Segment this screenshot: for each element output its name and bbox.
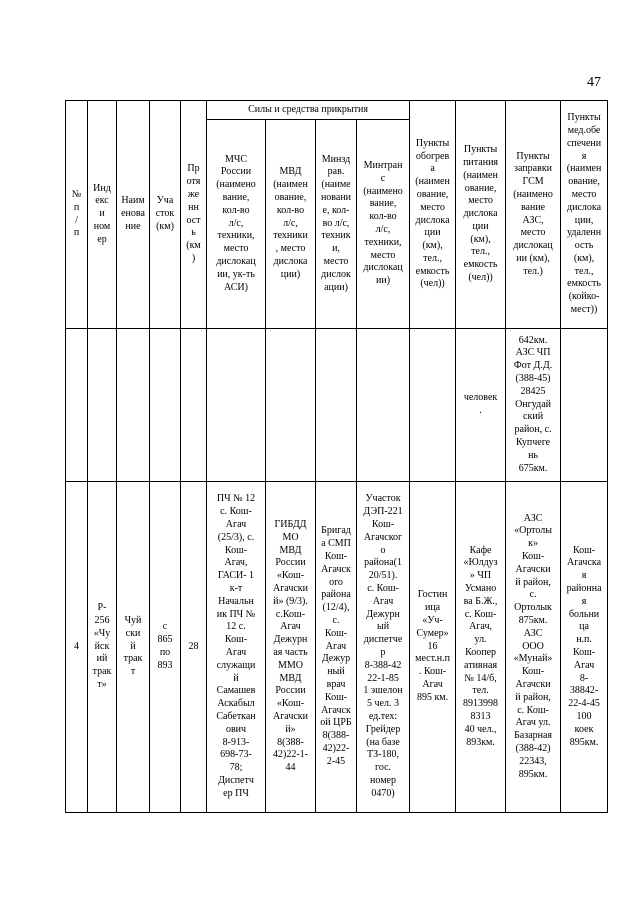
cell-index: Р- 256 «Чу йск ий трак т» [88,482,117,813]
cont-cell-mchs [207,329,266,482]
cont-cell-mvd [266,329,316,482]
cont-cell-medical [561,329,608,482]
header-minzdrav: Минзд рав. (наиме новани е, кол- во л/с, техник и, место дислок ации) [316,120,357,329]
header-heating: Пункты обогрев а (наимен ование, место дислока ции (км), тел., емкость (чел)) [410,101,456,329]
cont-cell-fuel: 642км. АЗС ЧП Фот Д.Д. (388-45) 28425 Онгудай ский район, с. Купчеге нь 675км. [506,329,561,482]
header-name: Наим енова ние [117,101,150,329]
cell-mvd: ГИБДД МО МВД России «Кош- Агачски й» (9/3). с.Кош- Агач Дежурн ая часть ММО МВД России «Кош- Агачски й» 8(388- 42)22-1- 44 [266,482,316,813]
header-index: Инд екс и ном ер [88,101,117,329]
cell-fuel: АЗС «Ортолы к» Кош- Агачски й район, с. Ортолык 875км. АЗС ООО «Мунай» Кош- Агачски й район, с. Кош- Агач ул. Базарная (388-42) 22343, 895км. [506,482,561,813]
cont-cell-index [88,329,117,482]
cont-cell-food: человек . [456,329,506,482]
header-mchs: МЧС России (наимено вание, кол-во л/с, техники, место дислокац ии, ук-ть АСИ) [207,120,266,329]
cell-medical: Кош- Агачска я районна я больни ца н.п. Кош- Агач 8- 38842- 22-4-45 100 коек 895км. [561,482,608,813]
road-cover-table [65,100,608,813]
header-forces-group: Силы и средства прикрытия [207,101,410,120]
cell-num: 4 [66,482,88,813]
cell-minzdrav: Бригад а СМП Кош- Агачск ого района (12/4), с. Кош- Агач Дежур ный врач Кош- Агачск ой ЦРБ 8(388- 42)22- 2-45 [316,482,357,813]
header-fuel: Пункты заправки ГСМ (наимено вание АЗС, место дислокац ии (км), тел.) [506,101,561,329]
header-length: Пр отя же нн ост ь (км ) [181,101,207,329]
header-food: Пункты питания (наимен ование, место дислока ции (км), тел., емкость (чел)) [456,101,506,329]
cell-mintrans: Участок ДЭП-221 Кош- Агачског о района(1 20/51). с. Кош- Агач Дежурн ый диспетче р 8-388-42 22-1-85 1 эшелон 5 чел. 3 ед.тех: Грейдер (на базе ТЗ-180, гос. номер 0470) [357,482,410,813]
cont-cell-section [150,329,181,482]
header-mvd: МВД (наимен ование, кол-во л/с, техники , место дислока ции) [266,120,316,329]
header-medical: Пункты мед.обе спечени я (наимен ование, место дислока ции, удаленн ость (км), тел., емкость (койко- мест)) [561,101,608,329]
cell-section: с 865 по 893 [150,482,181,813]
cont-cell-length [181,329,207,482]
header-row-top [66,101,608,120]
cont-cell-name [117,329,150,482]
table-row [66,482,608,813]
cont-cell-heating [410,329,456,482]
continuation-row [66,329,608,482]
cell-heating: Гостин ица «Уч- Сумер» 16 мест.н.п . Кош- Агач 895 км. [410,482,456,813]
header-section: Уча сток (км) [150,101,181,329]
cont-cell-mintrans [357,329,410,482]
cell-length: 28 [181,482,207,813]
cont-cell-num [66,329,88,482]
cell-name: Чуй ски й трак т [117,482,150,813]
header-num: № п / п [66,101,88,329]
cell-mchs: ПЧ № 12 с. Кош- Агач (25/3), с. Кош- Агач, ГАСИ- 1 к-т Начальн ик ПЧ № 12 с. Кош- Агач служащи й Самашев Аскабыл Сабеткан ович 8-913- 698-73- 78; Диспетч ер ПЧ [207,482,266,813]
page-number: 47 [587,75,601,90]
cont-cell-minzdrav [316,329,357,482]
cell-food: Кафе «Юлдуз » ЧП Усмано ва Б.Ж., с. Кош- Агач, ул. Коопер ативная № 14/б, тел. 8913998 8313 40 чел., 893км. [456,482,506,813]
header-mintrans: Минтран с (наимено вание, кол-во л/с, техники, место дислокац ии) [357,120,410,329]
